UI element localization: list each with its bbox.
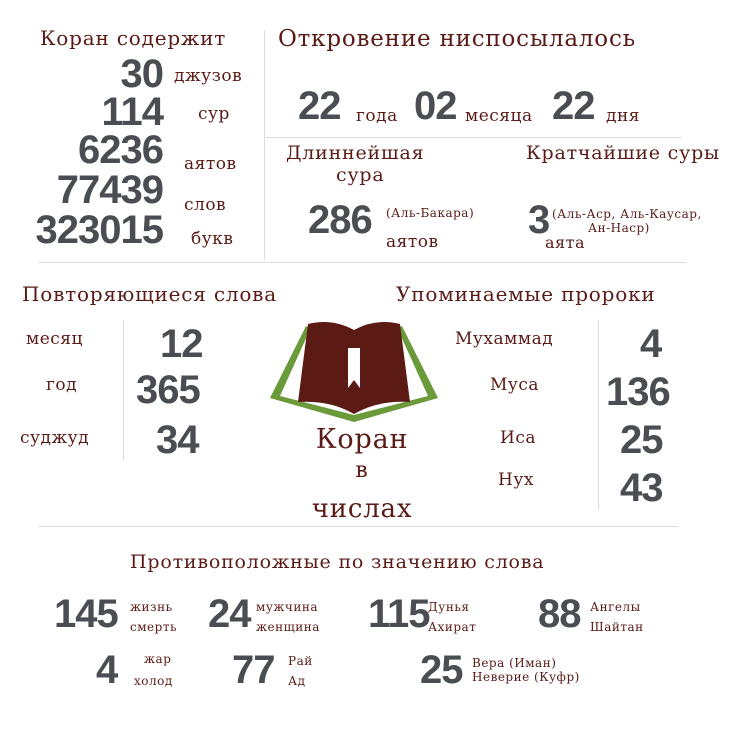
revelation-title: Откровение ниспосылалось [278, 26, 636, 52]
center-title-line1: Коран [315, 424, 409, 455]
opposite-shaitan-label: Шайтан [590, 620, 644, 634]
prophet-isa-label: Иса [500, 428, 536, 448]
prophet-nuh-value: 43 [620, 466, 663, 510]
opposite-man-label: мужчина [256, 600, 319, 614]
revelation-years-value: 22 [298, 84, 341, 128]
prophet-nuh-label: Нух [498, 470, 534, 490]
divider-bottom-section [38, 526, 678, 527]
contents-ayah-value: 6236 [78, 128, 163, 172]
longest-value: 286 [308, 198, 372, 242]
contents-letters-value: 323015 [35, 208, 163, 252]
opposite-paradise-label: Рай [288, 654, 313, 668]
shortest-title: Кратчайшие суры [526, 142, 720, 164]
divider-revelation [266, 137, 682, 138]
prophets-title: Упоминаемые пророки [396, 282, 656, 306]
opposite-woman-label: женщина [256, 620, 320, 634]
contents-title: Коран содержит [40, 26, 227, 50]
opposite-heat-label: жар [144, 652, 172, 666]
divider-vertical-top [264, 30, 265, 260]
opposite-death-label: смерть [130, 620, 178, 634]
shortest-value: 3 [528, 198, 550, 242]
prophet-musa-label: Муса [490, 375, 540, 395]
longest-label: аятов [386, 232, 439, 252]
contents-ayah-label: аятов [184, 154, 237, 174]
contents-words-value: 77439 [56, 168, 163, 212]
divider-prophets [598, 320, 599, 510]
longest-title-line1: Длиннейшая [286, 142, 425, 164]
longest-note: (Аль-Бакара) [386, 206, 475, 220]
revelation-days-value: 22 [552, 84, 595, 128]
divider-top-section [38, 262, 686, 263]
shortest-label: аята [545, 233, 586, 252]
opposite-dunya-label: Дунья [428, 600, 470, 614]
shortest-note-line2: Ан-Наср) [588, 221, 650, 235]
contents-juz-value: 30 [120, 52, 163, 96]
opposite-akhirat-label: Ахират [428, 620, 477, 634]
opposite-paradise-hell-value: 77 [232, 648, 275, 692]
center-title-line3: числах [311, 494, 413, 524]
contents-juz-label: джузов [174, 66, 243, 86]
quran-book-icon [268, 318, 440, 424]
contents-words-label: слов [184, 195, 227, 215]
opposite-life-death-value: 145 [54, 592, 118, 636]
opposite-disbelief-label: Неверие (Куфр) [472, 670, 580, 684]
prophet-isa-value: 25 [620, 418, 663, 462]
longest-title-line2: сура [336, 164, 385, 186]
divider-repeated [123, 320, 124, 460]
center-title-line2: в [355, 458, 369, 483]
repeated-sujud-label: суджуд [20, 428, 90, 448]
shortest-note-line1: (Аль-Аср, Аль-Каусар, [552, 207, 702, 221]
repeated-title: Повторяющиеся слова [22, 282, 277, 306]
repeated-sujud-value: 34 [156, 418, 199, 462]
opposite-heat-cold-value: 4 [96, 648, 118, 692]
opposite-faith-disbelief-value: 25 [420, 648, 463, 692]
opposite-angels-shaitan-value: 88 [538, 592, 581, 636]
contents-letters-label: букв [191, 229, 234, 249]
prophet-musa-value: 136 [606, 370, 670, 414]
opposite-cold-label: холод [134, 674, 173, 688]
opposite-angels-label: Ангелы [590, 600, 641, 614]
revelation-months-label: месяца [465, 106, 533, 126]
prophet-muhammad-label: Мухаммад [455, 329, 554, 349]
revelation-years-label: года [356, 106, 398, 126]
opposite-hell-label: Ад [288, 674, 306, 688]
opposite-life-label: жизнь [130, 600, 173, 614]
revelation-days-label: дня [606, 106, 641, 126]
repeated-year-value: 365 [136, 368, 200, 412]
repeated-month-value: 12 [160, 322, 203, 366]
opposite-dunya-akhirat-value: 115 [368, 592, 430, 636]
contents-surah-value: 114 [101, 90, 163, 134]
repeated-month-label: месяц [26, 329, 83, 349]
opposite-faith-label: Вера (Иман) [472, 656, 557, 670]
contents-surah-label: сур [198, 104, 230, 124]
opposite-man-woman-value: 24 [208, 592, 251, 636]
revelation-months-value: 02 [414, 84, 457, 128]
opposites-title: Противоположные по значению слова [130, 551, 545, 573]
repeated-year-label: год [46, 375, 78, 395]
prophet-muhammad-value: 4 [640, 322, 662, 366]
